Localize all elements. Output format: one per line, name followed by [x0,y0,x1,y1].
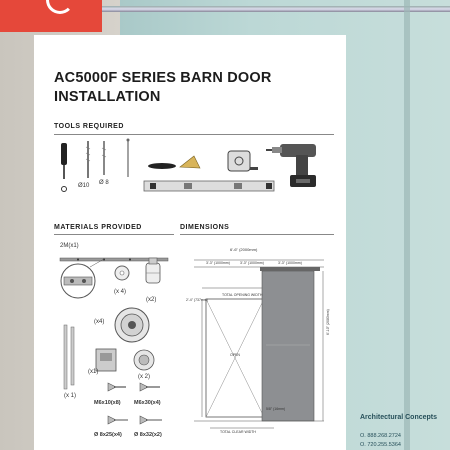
brand-logo-icon [46,0,74,14]
materials-heading: MATERIALS PROVIDED [54,224,142,231]
dimensions-heading: DIMENSIONS [180,224,230,231]
bracket-icon [96,349,116,371]
chalk-line-icon [148,156,200,169]
wheel-qty: (x4) [94,319,105,325]
knob-qty: (x 2) [138,374,150,380]
dim-open-label: OPEN [230,353,240,357]
materials-rule [54,234,174,235]
rail-qty: 2M(x1) [60,243,79,249]
screwdriver-icon [61,143,67,192]
title-line-2: INSTALLATION [54,89,161,105]
brand-name: Architectural Concepts [360,414,438,421]
dim-top-width: 6'-6" (2000mm) [230,247,258,252]
illustrations [34,35,346,450]
dim-half-left: 3'-3" (1000mm) [206,261,230,265]
dimension-drawing [194,260,324,428]
drill-bit-icon [86,141,106,178]
level-icon [144,181,274,191]
dim-half-mid: 3'-3" (1000mm) [240,261,264,265]
washer-icon [115,266,129,280]
dim-half-right: 3'-3" (1000mm) [278,261,302,265]
tape-measure-icon [228,151,258,171]
bit-size-8: Ø 8 [99,180,109,186]
brand-logo[interactable] [0,0,102,32]
instruction-sheet [34,35,346,450]
dimensions-rule [180,234,334,235]
stopper-qty: (x2) [146,297,157,303]
pencil-icon [127,139,130,178]
background-post [404,0,410,450]
dim-floor: 5/8" (16mm) [266,407,286,411]
spacer-rod-icon [64,325,74,389]
tools-heading: TOOLS REQUIRED [54,123,124,130]
phone-1[interactable]: O. 888.268.2724 [360,433,401,439]
dim-clear-width: TOTAL CLEAR WIDTH [220,430,256,434]
dim-side: 2'-4" (737mm) [186,298,208,302]
screw-m6x10: M6x10(x8) [94,400,121,406]
screw-8x25: Ø 8x25(x4) [94,432,122,438]
rod-qty: (x 1) [64,393,76,399]
screw-8x32: Ø 8x32(x2) [134,432,162,438]
phone-2[interactable]: O. 720.255.5364 [360,442,401,448]
rail-detail-icon [61,259,104,298]
dim-height: 6'-10" (2083mm) [326,309,330,335]
screw-m6x30: M6x30(x4) [134,400,161,406]
stopper-icon [146,258,160,283]
bit-size-10: Ø10 [78,183,90,189]
washer-qty: (x 4) [114,289,126,295]
knob-icon [134,350,154,370]
roller-wheel-icon [115,308,149,342]
power-drill-icon [266,144,316,187]
dim-opening-width: TOTAL OPENING WIDTH [222,293,263,297]
title-line-1: AC5000F SERIES BARN DOOR [54,70,272,86]
bracket-qty: (x1) [88,369,99,375]
